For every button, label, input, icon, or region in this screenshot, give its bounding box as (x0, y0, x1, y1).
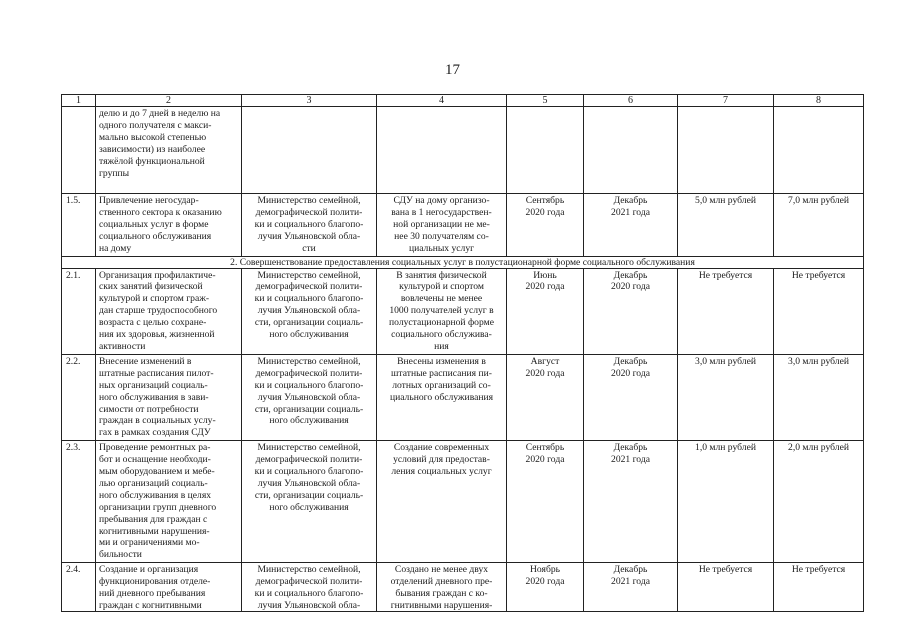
cell-num: 2.1. (62, 268, 96, 354)
cell-result: СДУ на дому организо- вана в 1 негосударствен- ной организации не ме- нее 30 получателям со- циальных услуг (377, 194, 507, 257)
cell-funding-1: 1,0 млн рублей (678, 441, 774, 563)
column-number: 7 (678, 95, 774, 107)
cell-description: Привлечение негосудар- ственного сектора к оказанию социальных услуг в форме социального обслуживания на дому (96, 194, 242, 257)
column-number: 1 (62, 95, 96, 107)
cell-start: Сентябрь 2020 года (507, 194, 584, 257)
cell-funding-1: Не требуется (678, 268, 774, 354)
cell-funding-1: 3,0 млн рублей (678, 354, 774, 440)
cell-funding-2 (774, 107, 864, 194)
table-row (62, 268, 864, 354)
column-number: 2 (96, 95, 242, 107)
cell-end: Декабрь 2020 года (584, 268, 678, 354)
cell-funding-2: 3,0 млн рублей (774, 354, 864, 440)
cell-organization: Министерство семейной, демографической полити- ки и социального благопо- лучия Ульяновской обла- сти (242, 194, 377, 257)
column-number: 8 (774, 95, 864, 107)
cell-description: Проведение ремонтных ра- бот и оснащение необходи- мым оборудованием и мебе- лью организаций социаль- ного обслуживания в целях организации групп дневного пребывания для граждан с когнитивными нарушения- ми и ограничениями мо- бильности (96, 441, 242, 563)
table-row (62, 354, 864, 440)
cell-result (377, 107, 507, 194)
table-row (62, 194, 864, 257)
page-number: 17 (445, 62, 460, 78)
cell-organization: Министерство семейной, демографической полити- ки и социального благопо- лучия Ульяновской обла- сти, организации социаль- ного обслуживания (242, 441, 377, 563)
cell-description: делю и до 7 дней в неделю на одного получателя с макси- мально высокой степенью зависимости) из наиболее тяжёлой функциональной группы (96, 107, 242, 194)
cell-funding-1: Не требуется (678, 563, 774, 612)
cell-end: Декабрь 2020 года (584, 354, 678, 440)
cell-result: В занятия физической культурой и спортом вовлечены не менее 1000 получателей услуг в полустационарной форме социального обслужива- ния (377, 268, 507, 354)
cell-num: 2.2. (62, 354, 96, 440)
section-header-row (62, 256, 864, 268)
cell-end: Декабрь 2021 года (584, 563, 678, 612)
cell-num: 2.4. (62, 563, 96, 612)
cell-organization (242, 107, 377, 194)
cell-num: 2.3. (62, 441, 96, 563)
cell-start: Июнь 2020 года (507, 268, 584, 354)
cell-organization: Министерство семейной, демографической полити- ки и социального благопо- лучия Ульяновской обла- (242, 563, 377, 612)
cell-funding-2: Не требуется (774, 268, 864, 354)
cell-organization: Министерство семейной, демографической полити- ки и социального благопо- лучия Ульяновской обла- сти, организации социаль- ного обслуживания (242, 354, 377, 440)
column-number: 5 (507, 95, 584, 107)
cell-start: Август 2020 года (507, 354, 584, 440)
cell-description: Организация профилактиче- ских занятий физической культурой и спортом граж- дан старше трудоспособного возраста с целью сохране- ния их здоровья, жизненной активности (96, 268, 242, 354)
cell-num: 1.5. (62, 194, 96, 257)
table-row (62, 563, 864, 612)
cell-result: Внесены изменения в штатные расписания пи- лотных организаций со- циального обслуживания (377, 354, 507, 440)
column-number: 6 (584, 95, 678, 107)
plan-table (61, 94, 864, 612)
section-title: 2. Совершенствование предоставления социальных услуг в полустационарной форме социального обслуживания (62, 256, 864, 268)
cell-funding-2: 7,0 млн рублей (774, 194, 864, 257)
cell-funding-1 (678, 107, 774, 194)
cell-num (62, 107, 96, 194)
cell-funding-2: Не требуется (774, 563, 864, 612)
cell-result: Создание современных условий для предостав- ления социальных услуг (377, 441, 507, 563)
column-number: 3 (242, 95, 377, 107)
cell-start: Ноябрь 2020 года (507, 563, 584, 612)
cell-result: Создано не менее двух отделений дневного пре- бывания граждан с ко- гнитивными нарушения- (377, 563, 507, 612)
cell-description: Создание и организация функционирования отделе- ний дневного пребывания граждан с когнитивными (96, 563, 242, 612)
cell-funding-1: 5,0 млн рублей (678, 194, 774, 257)
cell-start (507, 107, 584, 194)
cell-organization: Министерство семейной, демографической полити- ки и социального благопо- лучия Ульяновской обла- сти, организации социаль- ного обслуживания (242, 268, 377, 354)
cell-description: Внесение изменений в штатные расписания пилот- ных организаций социаль- ного обслуживания в зави- симости от потребности граждан в социальных услу- гах в рамках создания СДУ (96, 354, 242, 440)
cell-end: Декабрь 2021 года (584, 194, 678, 257)
cell-end: Декабрь 2021 года (584, 441, 678, 563)
cell-start: Сентябрь 2020 года (507, 441, 584, 563)
cell-end (584, 107, 678, 194)
table-row (62, 441, 864, 563)
table-row-continuation (62, 107, 864, 194)
column-number-row (62, 95, 864, 107)
column-number: 4 (377, 95, 507, 107)
cell-funding-2: 2,0 млн рублей (774, 441, 864, 563)
